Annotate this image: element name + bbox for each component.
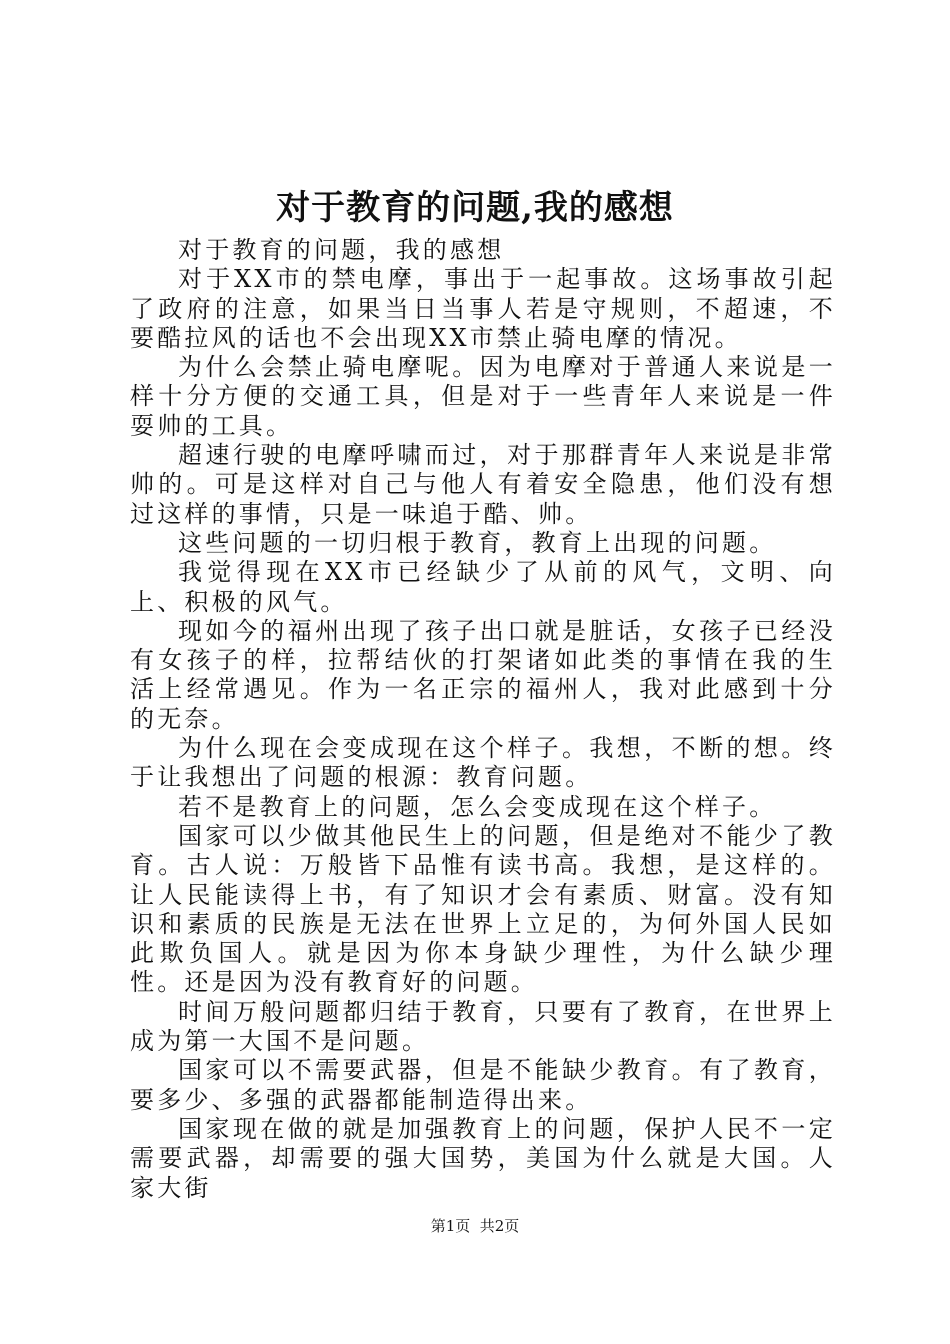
paragraph: 现如今的福州出现了孩子出口就是脏话，女孩子已经没有女孩子的样，拉帮结伙的打架诸如此类的事情在我的生活上经常遇见。作为一名正宗的福州人，我对此感到十分的无奈。: [130, 616, 836, 733]
paragraph: 对于教育的问题，我的感想: [178, 236, 505, 264]
page-number-footer: 第1页 共2页: [430, 1217, 520, 1235]
paragraph: 对于XX市的禁电摩，事出于一起事故。这场事故引起了政府的注意，如果当日当事人若是守规则，不超速，不要酷拉风的话也不会出现XX市禁止骑电摩的情况。: [130, 265, 836, 352]
paragraph: 国家可以少做其他民生上的问题，但是绝对不能少了教育。古人说：万般皆下品惟有读书高。我想，是这样的。让人民能读得上书，有了知识才会有素质、财富。没有知识和素质的民族是无法在世界上立足的，为何外国人民如此欺负国人。就是因为你本身缺少理性，为什么缺少理性。还是因为没有教育好的问题。: [130, 821, 836, 997]
paragraph: 国家可以不需要武器，但是不能缺少教育。有了教育，要多少、多强的武器都能制造得出来。: [130, 1056, 836, 1114]
paragraph: 这些问题的一切归根于教育，教育上出现的问题。: [178, 528, 777, 557]
paragraph: 若不是教育上的问题，怎么会变成现在这个样子。: [178, 792, 777, 821]
paragraph: 国家现在做的就是加强教育上的问题，保护人民不一定需要武器，却需要的强大国势，美国为什么就是大国。人家大街: [130, 1114, 836, 1202]
paragraph: 为什么现在会变成现在这个样子。我想，不断的想。终于让我想出了问题的根源：教育问题。: [130, 734, 836, 792]
paragraph: 时间万般问题都归结于教育，只要有了教育，在世界上成为第一大国不是问题。: [130, 997, 836, 1056]
paragraph: 为什么会禁止骑电摩呢。因为电摩对于普通人来说是一样十分方便的交通工具，但是对于一些青年人来说是一件耍帅的工具。: [130, 353, 836, 440]
paragraph: 超速行驶的电摩呼啸而过，对于那群青年人来说是非常帅的。可是这样对自己与他人有着安全隐患，他们没有想过这样的事情，只是一味追于酷、帅。: [130, 441, 836, 528]
paragraph: 我觉得现在XX市已经缺少了从前的风气，文明、向上、积极的风气。: [130, 558, 836, 616]
document-body: [130, 236, 836, 1203]
document-title: 对于教育的问题,我的感想: [276, 188, 674, 228]
